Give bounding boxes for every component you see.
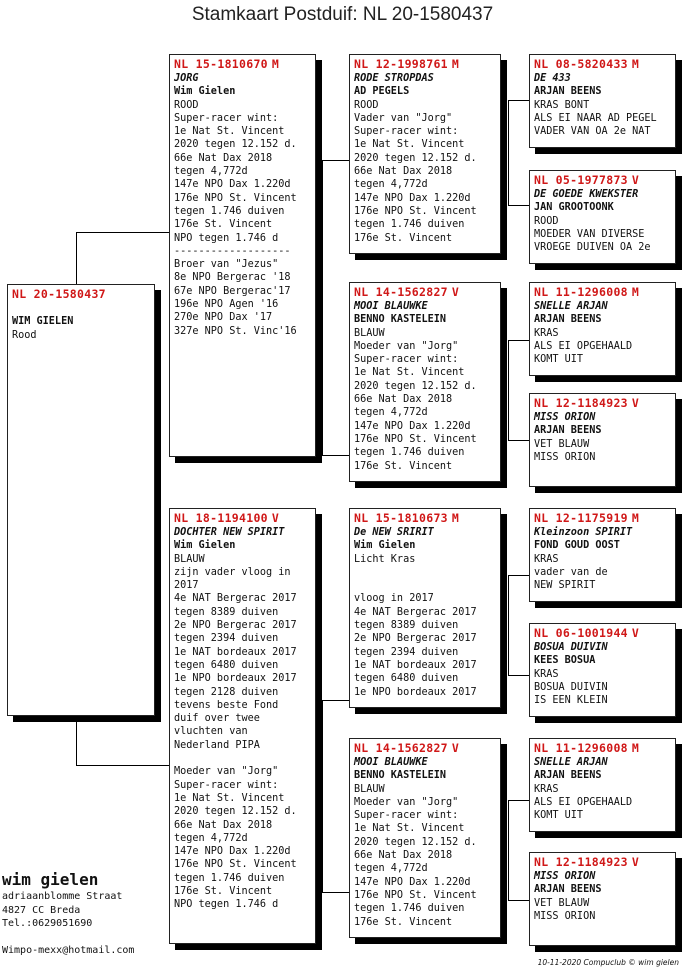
info-line [174, 752, 311, 765]
info-line: 176e St. Vincent [354, 460, 453, 472]
pigeon-card-ggp-8 [529, 852, 676, 946]
info-line: 1e Nat St. Vincent [354, 367, 465, 379]
ring-number [534, 173, 671, 188]
info-line: Moeder van "Jorg" [354, 340, 459, 352]
info-line: Broer van "Jezus" [174, 259, 279, 271]
info-line: 2020 tegen 12.152 d. [354, 380, 477, 392]
pigeon-card-dam-sire [349, 508, 501, 708]
pigeon-name: SNELLE ARJAN [534, 757, 608, 768]
pigeon-name: MOOI BLAUWKE [354, 301, 428, 312]
info-line: ALS EI OPGEHAALD [534, 796, 633, 808]
info-line: tegen 1.746 duiven [354, 903, 465, 915]
breeder-street: adriaanblomme Straat [2, 891, 123, 902]
pigeon-name: JORG [174, 73, 199, 84]
info-line: 1e NPO bordeaux 2017 [354, 686, 477, 698]
ring-number [354, 511, 496, 526]
info-line: 147e NPO Dax 1.220d [354, 192, 471, 204]
info-line: BLAUW [174, 553, 205, 565]
owner-name: Wim Gielen [174, 86, 236, 98]
info-line: 176e NPO St. Vincent [354, 433, 477, 445]
sex-marker: M [631, 741, 640, 755]
ring-number-text: NL 12-1998761 [354, 57, 448, 71]
sex-marker: V [631, 626, 640, 640]
owner-name: BENNO KASTELEIN [354, 770, 447, 782]
info-line: IS EEN KLEIN [534, 695, 608, 707]
pigeon-card-sire [169, 54, 316, 457]
info-line: 147e NPO Dax 1.220d [354, 420, 471, 432]
info-line: ALS EI OPGEHAALD [534, 340, 633, 352]
info-line: 1e NAT bordeaux 2017 [174, 646, 297, 658]
ring-number [534, 511, 671, 526]
info-line: VET BLAUW [534, 897, 590, 909]
breeder-city: 4827 CC Breda [2, 905, 81, 916]
ring-number [534, 285, 671, 300]
info-line: VADER VAN OA 2e NAT [534, 126, 651, 138]
info-line: KOMT UIT [534, 810, 584, 822]
info-line: tegen 4,772d [174, 832, 248, 844]
info-line: 66e Nat Dax 2018 [354, 850, 453, 862]
ring-number-text: NL 12-1184923 [534, 396, 628, 410]
info-line: KOMT UIT [534, 354, 584, 366]
info-line: 2e NPO Bergerac 2017 [174, 620, 297, 632]
connector [322, 160, 323, 455]
info-line: 1e Nat St. Vincent [174, 126, 285, 138]
info-line [354, 566, 496, 579]
ring-number-text: NL 14-1562827 [354, 741, 448, 755]
info-line: 176e NPO St. Vincent [174, 859, 297, 871]
ring-number [534, 855, 671, 870]
info-line: Super-racer wint: [174, 112, 279, 124]
info-line: KRAS [534, 553, 559, 565]
info-line: zijn vader vloog in [174, 566, 291, 578]
info-line: 176e St. Vincent [354, 232, 453, 244]
connector [508, 100, 530, 101]
info-line: 2020 tegen 12.152 d. [354, 836, 477, 848]
pigeon-card-dam [169, 508, 316, 944]
ring-number-text: NL 14-1562827 [354, 285, 448, 299]
connector [76, 232, 77, 286]
pigeon-name: De NEW SRIRIT [354, 527, 434, 538]
connector [508, 575, 509, 675]
pigeon-name: MISS ORION [534, 412, 596, 423]
info-line: Super-racer wint: [174, 779, 279, 791]
info-line [12, 302, 150, 315]
info-line: 2020 tegen 12.152 d. [174, 806, 297, 818]
connector [322, 160, 350, 161]
info-line: 66e Nat Dax 2018 [174, 819, 273, 831]
sex-marker: V [631, 855, 640, 869]
info-line: BLAUW [354, 327, 385, 339]
info-line: MISS ORION [534, 451, 596, 463]
info-line: tegen 8389 duiven [354, 620, 459, 632]
info-line: 176e St. Vincent [174, 886, 273, 898]
info-line: 2020 tegen 12.152 d. [354, 152, 477, 164]
owner-name: ARJAN BEENS [534, 770, 602, 782]
info-line: Rood [12, 329, 37, 341]
pigeon-card-ggp-7 [529, 738, 676, 832]
pigeon-card-ggp-3 [529, 282, 676, 376]
info-line: 4e NAT Bergerac 2017 [354, 606, 477, 618]
sex-marker: M [631, 511, 640, 525]
info-line: 1e Nat St. Vincent [354, 823, 465, 835]
breeder-phone: Tel.:0629051690 [2, 918, 93, 929]
ring-number-text: NL 08-5820433 [534, 57, 628, 71]
pigeon-name: SNELLE ARJAN [534, 301, 608, 312]
info-line: ROOD [354, 99, 379, 111]
info-line: BLAUW [354, 783, 385, 795]
print-stamp: 10-11-2020 Compuclub © wim gielen [537, 958, 679, 967]
info-line: 270e NPO Dax '17 [174, 312, 273, 324]
connector [76, 765, 170, 766]
sex-marker: M [451, 57, 460, 71]
info-line: Vader van "Jorg" [354, 112, 453, 124]
ring-number-text: NL 15-1810673 [354, 511, 448, 525]
connector [508, 800, 509, 900]
owner-name: BENNO KASTELEIN [354, 314, 447, 326]
info-line: tegen 4,772d [174, 166, 248, 178]
pigeon-card-sire-sire [349, 54, 501, 254]
info-line: 147e NPO Dax 1.220d [174, 179, 291, 191]
info-line: 196e NPO Agen '16 [174, 299, 279, 311]
info-line: Moeder van "Jorg" [354, 796, 459, 808]
info-line: MOEDER VAN DIVERSE [534, 228, 645, 240]
ring-number-text: NL 11-1296008 [534, 285, 628, 299]
info-line: MISS ORION [534, 910, 596, 922]
connector [322, 892, 350, 893]
info-line: KRAS BONT [534, 99, 590, 111]
info-line: 66e Nat Dax 2018 [354, 394, 453, 406]
info-line: VET BLAUW [534, 438, 590, 450]
info-line: 327e NPO St. Vinc'16 [174, 325, 297, 337]
breeder-name: wim gielen [2, 870, 99, 889]
sex-marker: M [631, 285, 640, 299]
info-line: 4e NAT Bergerac 2017 [174, 593, 297, 605]
owner-name: FOND GOUD OOST [534, 540, 620, 552]
connector [508, 205, 530, 206]
info-line: 67e NPO Bergerac'17 [174, 285, 291, 297]
info-line: tegen 2394 duiven [174, 633, 279, 645]
ring-number [174, 511, 311, 526]
pigeon-name: DOCHTER NEW SPIRIT [174, 527, 285, 538]
pigeon-card-subject [7, 284, 155, 716]
sex-marker: V [451, 285, 460, 299]
connector [76, 715, 77, 765]
info-line: tegen 2394 duiven [354, 646, 459, 658]
owner-name: ARJAN BEENS [534, 425, 602, 437]
page-title: Stamkaart Postduif: NL 20-1580437 [191, 4, 494, 25]
info-line: tegen 6480 duiven [174, 659, 279, 671]
info-line: 2e NPO Bergerac 2017 [354, 633, 477, 645]
pigeon-card-ggp-4 [529, 393, 676, 487]
info-line: 66e Nat Dax 2018 [354, 166, 453, 178]
info-line: duif over twee [174, 713, 260, 725]
ring-number [534, 741, 671, 756]
info-line: tegen 4,772d [354, 863, 428, 875]
info-line: KRAS [534, 327, 559, 339]
info-line: tegen 4,772d [354, 179, 428, 191]
info-line: Moeder van "Jorg" [174, 766, 279, 778]
info-line: 176e NPO St. Vincent [354, 205, 477, 217]
ring-number [174, 57, 311, 72]
info-line: Nederland PIPA [174, 739, 260, 751]
info-line: 176e St. Vincent [174, 219, 273, 231]
info-line: 1e NAT bordeaux 2017 [354, 659, 477, 671]
ring-number [12, 287, 150, 302]
info-line: tegen 1.746 duiven [174, 872, 285, 884]
info-line: ROOD [534, 215, 559, 227]
info-line: tegen 1.746 duiven [174, 205, 285, 217]
info-line: tegen 6480 duiven [354, 673, 459, 685]
owner-name: Wim Gielen [174, 540, 236, 552]
info-line: 147e NPO Dax 1.220d [174, 846, 291, 858]
ring-number-text: NL 05-1977873 [534, 173, 628, 187]
info-line: Licht Kras [354, 553, 416, 565]
pigeon-card-ggp-5 [529, 508, 676, 602]
pigeon-name: Kleinzoon SPIRIT [534, 527, 633, 538]
owner-name: ARJAN BEENS [534, 884, 602, 896]
info-line: NEW SPIRIT [534, 580, 596, 592]
sex-marker: M [271, 57, 280, 71]
info-line [354, 579, 496, 592]
ring-number [534, 396, 671, 411]
info-line: NPO tegen 1.746 d [174, 232, 279, 244]
info-line: vluchten van [174, 726, 248, 738]
info-line: Super-racer wint: [354, 126, 459, 138]
ring-number-text: NL 12-1184923 [534, 855, 628, 869]
info-line: BOSUA DUIVIN [534, 681, 608, 693]
ring-number-text: NL 15-1810670 [174, 57, 268, 71]
sex-marker: V [451, 741, 460, 755]
info-line: tegen 2128 duiven [174, 686, 279, 698]
info-line: tegen 8389 duiven [174, 606, 279, 618]
info-line: 147e NPO Dax 1.220d [354, 876, 471, 888]
owner-name: JAN GROOTOONK [534, 202, 614, 214]
sex-marker: M [451, 511, 460, 525]
info-line: 8e NPO Bergerac '18 [174, 272, 291, 284]
ring-number [354, 741, 496, 756]
info-line: NPO tegen 1.746 d [174, 899, 279, 911]
info-line: KRAS [534, 783, 559, 795]
connector [322, 700, 350, 701]
sex-marker: V [631, 173, 640, 187]
pigeon-name: DE 433 [534, 73, 571, 84]
pigeon-card-ggp-1 [529, 54, 676, 148]
info-line: ------------------- [174, 245, 291, 257]
sex-marker: V [271, 511, 280, 525]
breeder-email: Wimpo-mexx@hotmail.com [2, 945, 135, 956]
info-line: tegen 4,772d [354, 407, 428, 419]
pigeon-name: DE GOEDE KWEKSTER [534, 189, 639, 200]
connector [322, 700, 323, 892]
pigeon-name: BOSUA DUIVIN [534, 642, 608, 653]
info-line: VROEGE DUIVEN OA 2e [534, 242, 651, 254]
ring-number [534, 626, 671, 641]
owner-name: Wim Gielen [354, 540, 416, 552]
info-line: ALS EI NAAR AD PEGEL [534, 112, 657, 124]
connector [76, 232, 170, 233]
owner-name: ARJAN BEENS [534, 86, 602, 98]
connector [508, 800, 530, 801]
info-line: tegen 1.746 duiven [354, 219, 465, 231]
pigeon-name: MISS ORION [534, 871, 596, 882]
info-line: tevens beste Fond [174, 699, 279, 711]
owner-name: ARJAN BEENS [534, 314, 602, 326]
info-line: 2020 tegen 12.152 d. [174, 139, 297, 151]
ring-number-text: NL 18-1194100 [174, 511, 268, 525]
ring-number-text: NL 20-1580437 [12, 287, 106, 301]
info-line: 1e Nat St. Vincent [354, 139, 465, 151]
info-line: Super-racer wint: [354, 810, 459, 822]
info-line: Super-racer wint: [354, 354, 459, 366]
pigeon-name: RODE STROPDAS [354, 73, 434, 84]
info-line: 176e St. Vincent [354, 916, 453, 928]
info-line: 176e NPO St. Vincent [354, 889, 477, 901]
ring-number-text: NL 11-1296008 [534, 741, 628, 755]
info-line: vloog in 2017 [354, 593, 434, 605]
connector [508, 675, 530, 676]
info-line: KRAS [534, 668, 559, 680]
info-line: 1e Nat St. Vincent [174, 792, 285, 804]
ring-number-text: NL 12-1175919 [534, 511, 628, 525]
pigeon-card-ggp-6 [529, 623, 676, 717]
info-line: 176e NPO St. Vincent [174, 192, 297, 204]
pigeon-card-sire-dam [349, 282, 501, 482]
ring-number [354, 57, 496, 72]
connector [322, 455, 350, 456]
sex-marker: V [631, 396, 640, 410]
pigeon-card-ggp-2 [529, 170, 676, 264]
info-line: vader van de [534, 566, 608, 578]
pigeon-card-dam-dam [349, 738, 501, 938]
info-line: 1e NPO bordeaux 2017 [174, 673, 297, 685]
owner-name: AD PEGELS [354, 86, 410, 98]
owner-name: KEES BOSUA [534, 655, 596, 667]
sex-marker: M [631, 57, 640, 71]
info-line: WIM GIELEN [12, 316, 74, 328]
ring-number-text: NL 06-1001944 [534, 626, 628, 640]
connector [508, 575, 530, 576]
pigeon-name: MOOI BLAUWKE [354, 757, 428, 768]
ring-number [534, 57, 671, 72]
ring-number [354, 285, 496, 300]
info-line: tegen 1.746 duiven [354, 447, 465, 459]
connector [508, 440, 530, 441]
connector [508, 340, 509, 440]
connector [508, 340, 530, 341]
info-line: ROOD [174, 99, 199, 111]
connector [508, 100, 509, 205]
info-line: 2017 [174, 580, 199, 592]
info-line: 66e Nat Dax 2018 [174, 152, 273, 164]
connector [508, 900, 530, 901]
